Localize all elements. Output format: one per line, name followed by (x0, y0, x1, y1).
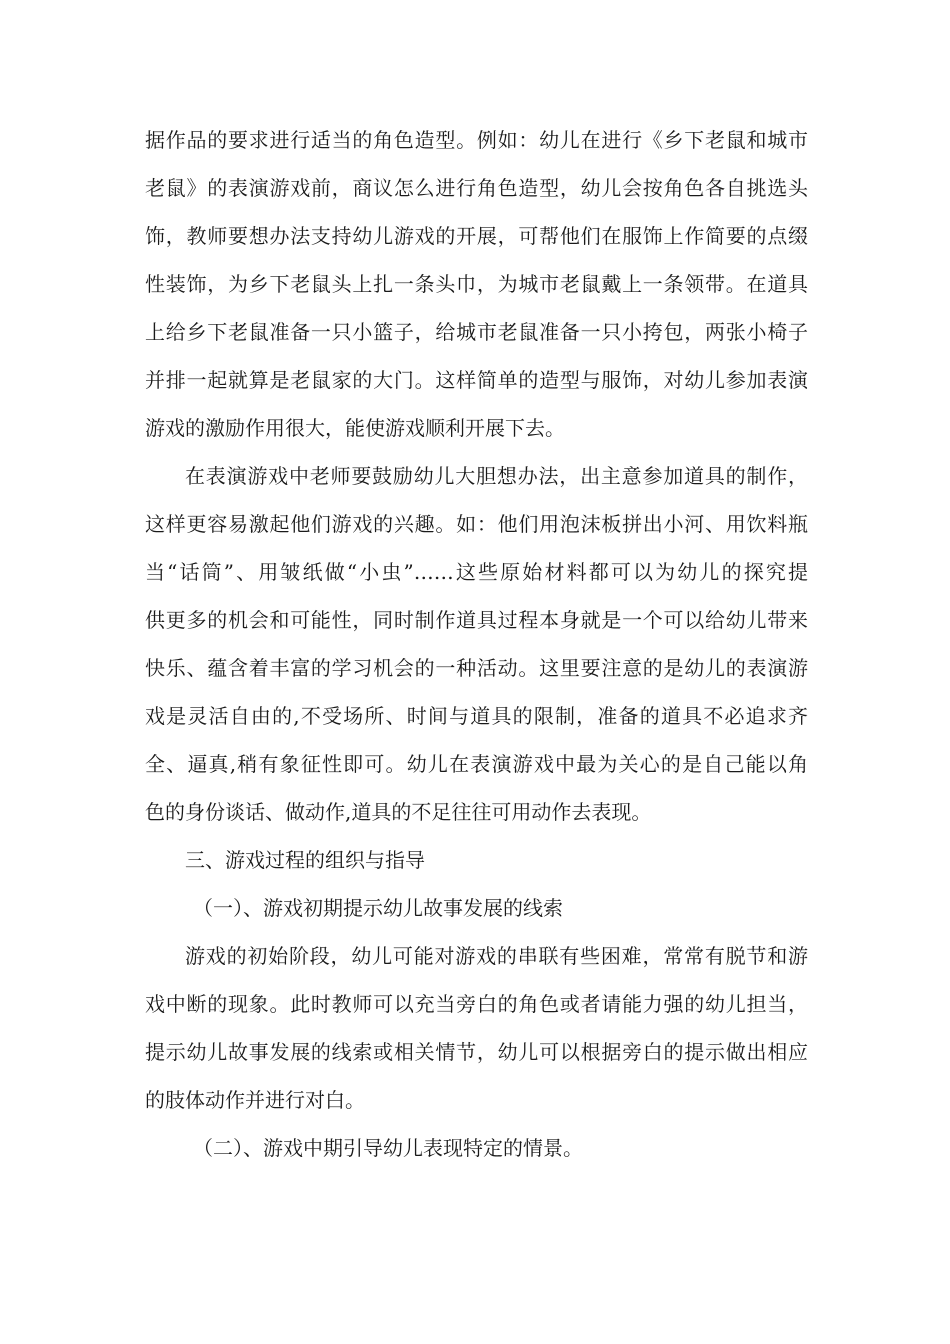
text-line: 并排一起就算是老鼠家的大门。这样简单的造型与服饰，对幼儿参加表演 (145, 368, 808, 392)
text-line: 提示幼儿故事发展的线索或相关情节，幼儿可以根据旁白的提示做出相应 (145, 1040, 808, 1064)
text-line: 游戏的初始阶段，幼儿可能对游戏的串联有些困难，常常有脱节和游 (185, 944, 808, 968)
document-body (145, 116, 808, 1172)
text-line: 供更多的机会和可能性，同时制作道具过程本身就是一个可以给幼儿带来 (145, 608, 808, 632)
text-line: 戏是灵活自由的,不受场所、时间与道具的限制，准备的道具不必追求齐 (145, 704, 808, 728)
paragraph-prop-making (145, 452, 808, 836)
text-line: 老鼠》的表演游戏前，商议怎么进行角色造型，幼儿会按角色各自挑选头 (145, 176, 808, 200)
text-line: 游戏的激励作用很大，能使游戏顺利开展下去。 (145, 416, 565, 440)
text-line: 当“话筒”、用皱纸做“小虫”……这些原始材料都可以为幼儿的探究提 (145, 560, 808, 584)
text-line: 性装饰，为乡下老鼠头上扎一条头巾，为城市老鼠戴上一条领带。在道具 (145, 272, 808, 296)
paragraph-early-stage (145, 932, 808, 1124)
text-line: 据作品的要求进行适当的角色造型。例如：幼儿在进行《乡下老鼠和城市 (145, 128, 808, 152)
section-heading: 三、游戏过程的组织与指导 (185, 848, 425, 872)
text-line: 快乐、蕴含着丰富的学习机会的一种活动。这里要注意的是幼儿的表演游 (145, 656, 808, 680)
text-line: 全、逼真,稍有象征性即可。幼儿在表演游戏中最为关心的是自己能以角 (145, 752, 808, 776)
subsection-heading: （一）、游戏初期提示幼儿故事发展的线索 (193, 896, 563, 920)
text-line: 戏中断的现象。此时教师可以充当旁白的角色或者请能力强的幼儿担当， (145, 992, 808, 1016)
paragraph-costume-props (145, 116, 808, 452)
text-line: 色的身份谈话、做动作,道具的不足往往可用动作去表现。 (145, 800, 652, 824)
text-line: 的肢体动作并进行对白。 (145, 1088, 365, 1112)
text-line: 上给乡下老鼠准备一只小篮子，给城市老鼠准备一只小挎包，两张小椅子 (145, 320, 808, 344)
subsection-heading: （二）、游戏中期引导幼儿表现特定的情景。 (193, 1136, 583, 1160)
text-line: 在表演游戏中老师要鼓励幼儿大胆想办法，出主意参加道具的制作， (185, 464, 808, 488)
text-line: 这样更容易激起他们游戏的兴趣。如：他们用泡沫板拼出小河、用饮料瓶 (145, 512, 808, 536)
text-line: 饰，教师要想办法支持幼儿游戏的开展，可帮他们在服饰上作简要的点缀 (145, 224, 808, 248)
